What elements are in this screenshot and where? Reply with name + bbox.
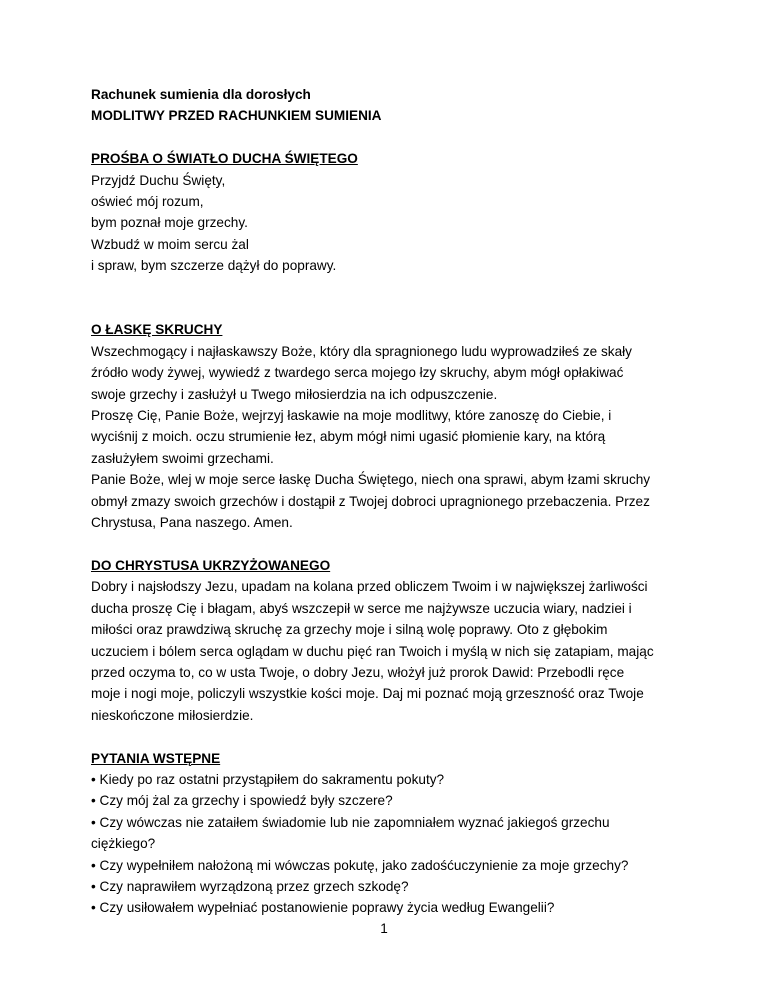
prayer-line: swoje grzechy i zasłużył u Twego miłosierdzia na ich odpuszczenie.	[91, 386, 498, 402]
prayer-line: ducha proszę Cię i błagam, abyś wszczepił w serce me najżywsze uczucia wiary, nadziei i	[91, 600, 632, 616]
list-item: • Czy mój żal za grzechy i spowiedź były szczere?	[91, 793, 393, 809]
prayer-line: i spraw, bym szczerze dążył do poprawy.	[91, 258, 337, 274]
questions-heading: PYTANIA WSTĘPNE	[91, 750, 221, 766]
page-number: 1	[380, 921, 388, 936]
prayer-line: przed oczyma to, co w usta Twoje, o dobry Jezu, włożył już prorok Dawid: Przebodli ręce	[91, 664, 625, 680]
prayer-heading: O ŁASKĘ SKRUCHY	[91, 322, 223, 338]
document-page	[91, 84, 691, 919]
introductory-questions	[91, 748, 691, 919]
prayer-line: Wszechmogący i najłaskawszy Boże, który dla spragnionego ludu wyprowadziłeś ze skały	[91, 343, 632, 359]
list-item-continuation: ciężkiego?	[91, 836, 156, 852]
prayer-line: źródło wody żywej, wywiedź z twardego serca mojego łzy skruchy, abym mógł opłakiwać	[91, 365, 624, 381]
prayer-line: obmył zmazy swoich grzechów i dostąpił z Twojej dobroci upragnionego przebaczenia. Przez	[91, 493, 650, 509]
prayer-line: zasłużyłem swoimi grzechami.	[91, 450, 274, 466]
list-item: • Czy usiłowałem wypełniać postanowienie poprawy życia według Ewangelii?	[91, 900, 555, 916]
list-item: • Kiedy po raz ostatni przystąpiłem do sakramentu pokuty?	[91, 771, 445, 787]
prayer-line: Wzbudź w moim sercu żal	[91, 236, 249, 252]
spacer	[91, 277, 691, 320]
prayer-line: wyciśnij z moich. oczu strumienie łez, abym mógł nimi ugasić płomienie kary, na którą	[91, 429, 606, 445]
prayer-line: Chrystusa, Pana naszego. Amen.	[91, 515, 293, 531]
prayer-line: moje i nogi moje, policzyli wszystkie kości moje. Daj mi poznać moją grzeszność oraz Twoje	[91, 686, 644, 702]
prayer-line: Przyjdź Duchu Święty,	[91, 172, 226, 188]
prayer-contrition	[91, 319, 691, 533]
prayer-line: oświeć mój rozum,	[91, 194, 204, 210]
prayer-holy-spirit	[91, 148, 691, 276]
prayer-crucified	[91, 555, 691, 726]
prayer-heading: PROŚBA O ŚWIATŁO DUCHA ŚWIĘTEGO	[91, 151, 358, 167]
spacer	[91, 127, 691, 148]
document-title: Rachunek sumienia dla dorosłych	[91, 87, 311, 102]
spacer	[91, 726, 691, 747]
prayer-line: miłości oraz prawdziwą skruchę za grzechy moje i silną wolę poprawy. Oto z głębokim	[91, 622, 608, 638]
prayer-line: Panie Boże, wlej w moje serce łaskę Ducha Świętego, niech ona sprawi, abym łzami skruchy	[91, 472, 651, 488]
prayer-heading: DO CHRYSTUSA UKRZYŻOWANEGO	[91, 557, 331, 573]
spacer	[91, 534, 691, 555]
section-heading: MODLITWY PRZED RACHUNKIEM SUMIENIA	[91, 108, 382, 124]
list-item: • Czy wypełniłem nałożoną mi wówczas pokutę, jako zadośćuczynienie za moje grzechy?	[91, 857, 629, 873]
list-item: • Czy naprawiłem wyrządzoną przez grzech szkodę?	[91, 878, 409, 894]
prayer-line: nieskończone miłosierdzie.	[91, 707, 254, 723]
prayer-line: uczuciem i bólem serca oglądam w duchu pięć ran Twoich i myślą w nich się zatapiam, mając	[91, 643, 654, 659]
list-item: • Czy wówczas nie zataiłem świadomie lub nie zapomniałem wyznać jakiegoś grzechu	[91, 814, 610, 830]
prayer-line: Proszę Cię, Panie Boże, wejrzyj łaskawie na moje modlitwy, które zanoszę do Ciebie, i	[91, 408, 612, 424]
prayer-line: Dobry i najsłodszy Jezu, upadam na kolana przed obliczem Twoim i w największej żarliwości	[91, 579, 648, 595]
prayer-line: bym poznał moje grzechy.	[91, 215, 248, 231]
